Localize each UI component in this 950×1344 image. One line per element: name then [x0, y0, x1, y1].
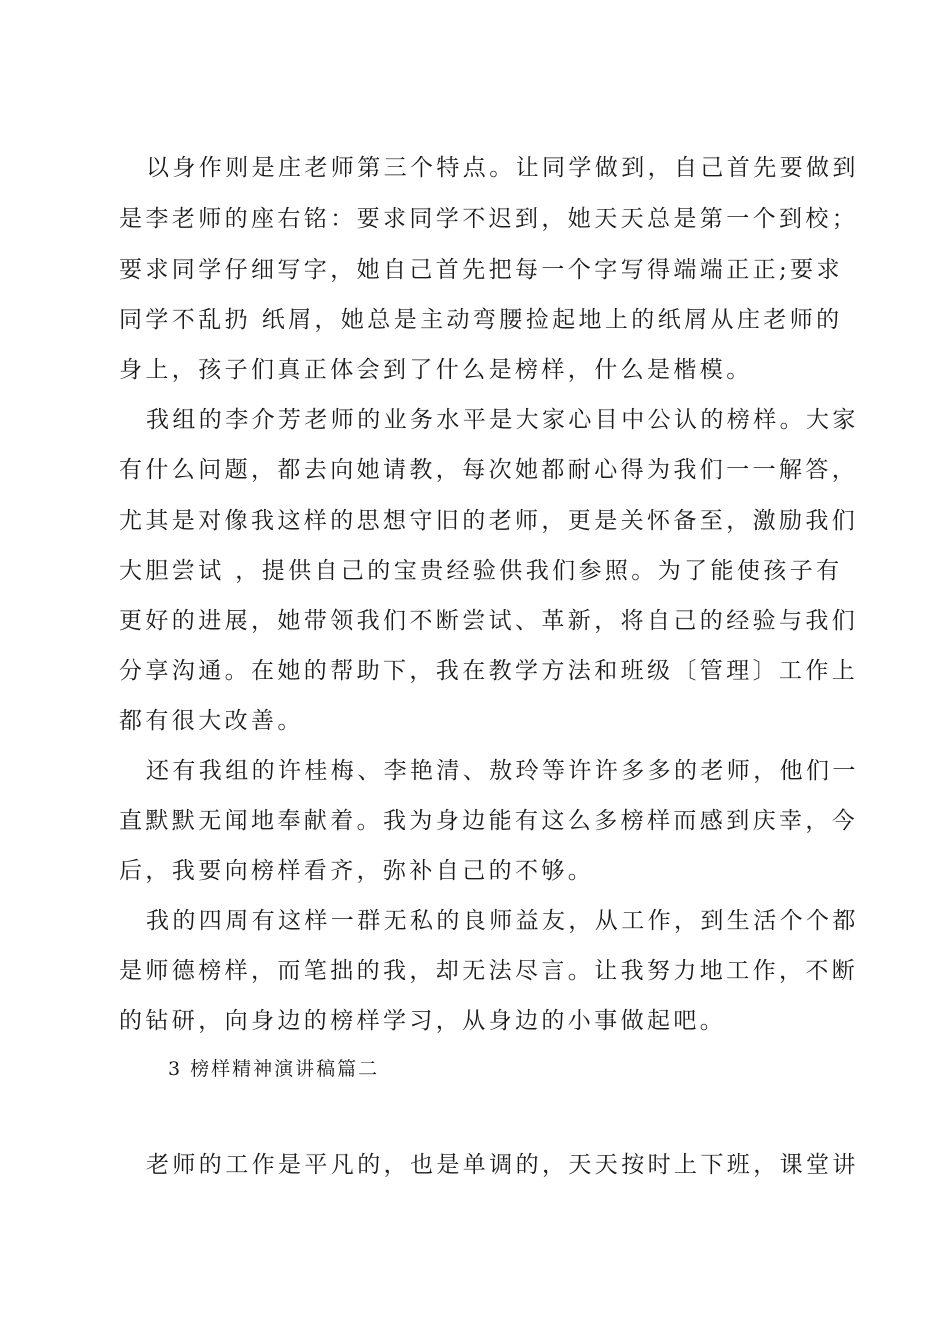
paragraph-line: 要求同学仔细写字，她自己首先把每一个字写得端端正正;要求: [119, 257, 843, 283]
paragraph-line: 大胆尝试 ，提供自己的宝贵经验供我们参照。为了能使孩子有: [119, 558, 843, 584]
paragraph-line: 我组的李介芳老师的业务水平是大家心目中公认的榜样。大家: [146, 407, 859, 433]
section-heading: 3 榜样精神演讲稿篇二: [168, 1058, 380, 1080]
paragraph-line: 后，我要向榜样看齐，弥补自己的不够。: [119, 858, 595, 884]
paragraph-line: 分享沟通。在她的帮助下，我在教学方法和班级〔管理〕工作上: [119, 658, 859, 684]
paragraph-line: 都有很大改善。: [119, 708, 304, 734]
paragraph-line: 的钻研，向身边的榜样学习，从身边的小事做起吧。: [119, 1008, 727, 1034]
paragraph-line: 是李老师的座右铭：要求同学不迟到，她天天总是第一个到校；: [119, 206, 859, 232]
paragraph-line: 身上，孩子们真正体会到了什么是榜样，什么是楷模。: [119, 357, 753, 383]
paragraph-line: 直默默无闻地奉献着。我为身边能有这么多榜样而感到庆幸，今: [119, 808, 859, 834]
paragraph-line: 更好的进展，她带领我们不断尝试、革新，将自己的经验与我们: [119, 608, 859, 634]
paragraph-line: 还有我组的许桂梅、李艳清、敖玲等许许多多的老师，他们一: [146, 758, 859, 784]
paragraph-line: 以身作则是庄老师第三个特点。让同学做到，自己首先要做到: [146, 155, 859, 181]
paragraph-line: 我的四周有这样一群无私的良师益友，从工作，到生活个个都: [146, 908, 859, 934]
paragraph-line: 老师的工作是平凡的，也是单调的，天天按时上下班，课堂讲: [146, 1152, 859, 1178]
paragraph-line: 尤其是对像我这样的思想守旧的老师，更是关怀备至，激励我们: [119, 508, 859, 534]
paragraph-line: 有什么问题，都去向她请教，每次她都耐心得为我们一一解答，: [119, 457, 859, 483]
paragraph-line: 同学不乱扔 纸屑，她总是主动弯腰捡起地上的纸屑从庄老师的: [119, 307, 843, 333]
paragraph-line: 是师德榜样，而笔拙的我，却无法尽言。让我努力地工作，不断: [119, 958, 859, 984]
